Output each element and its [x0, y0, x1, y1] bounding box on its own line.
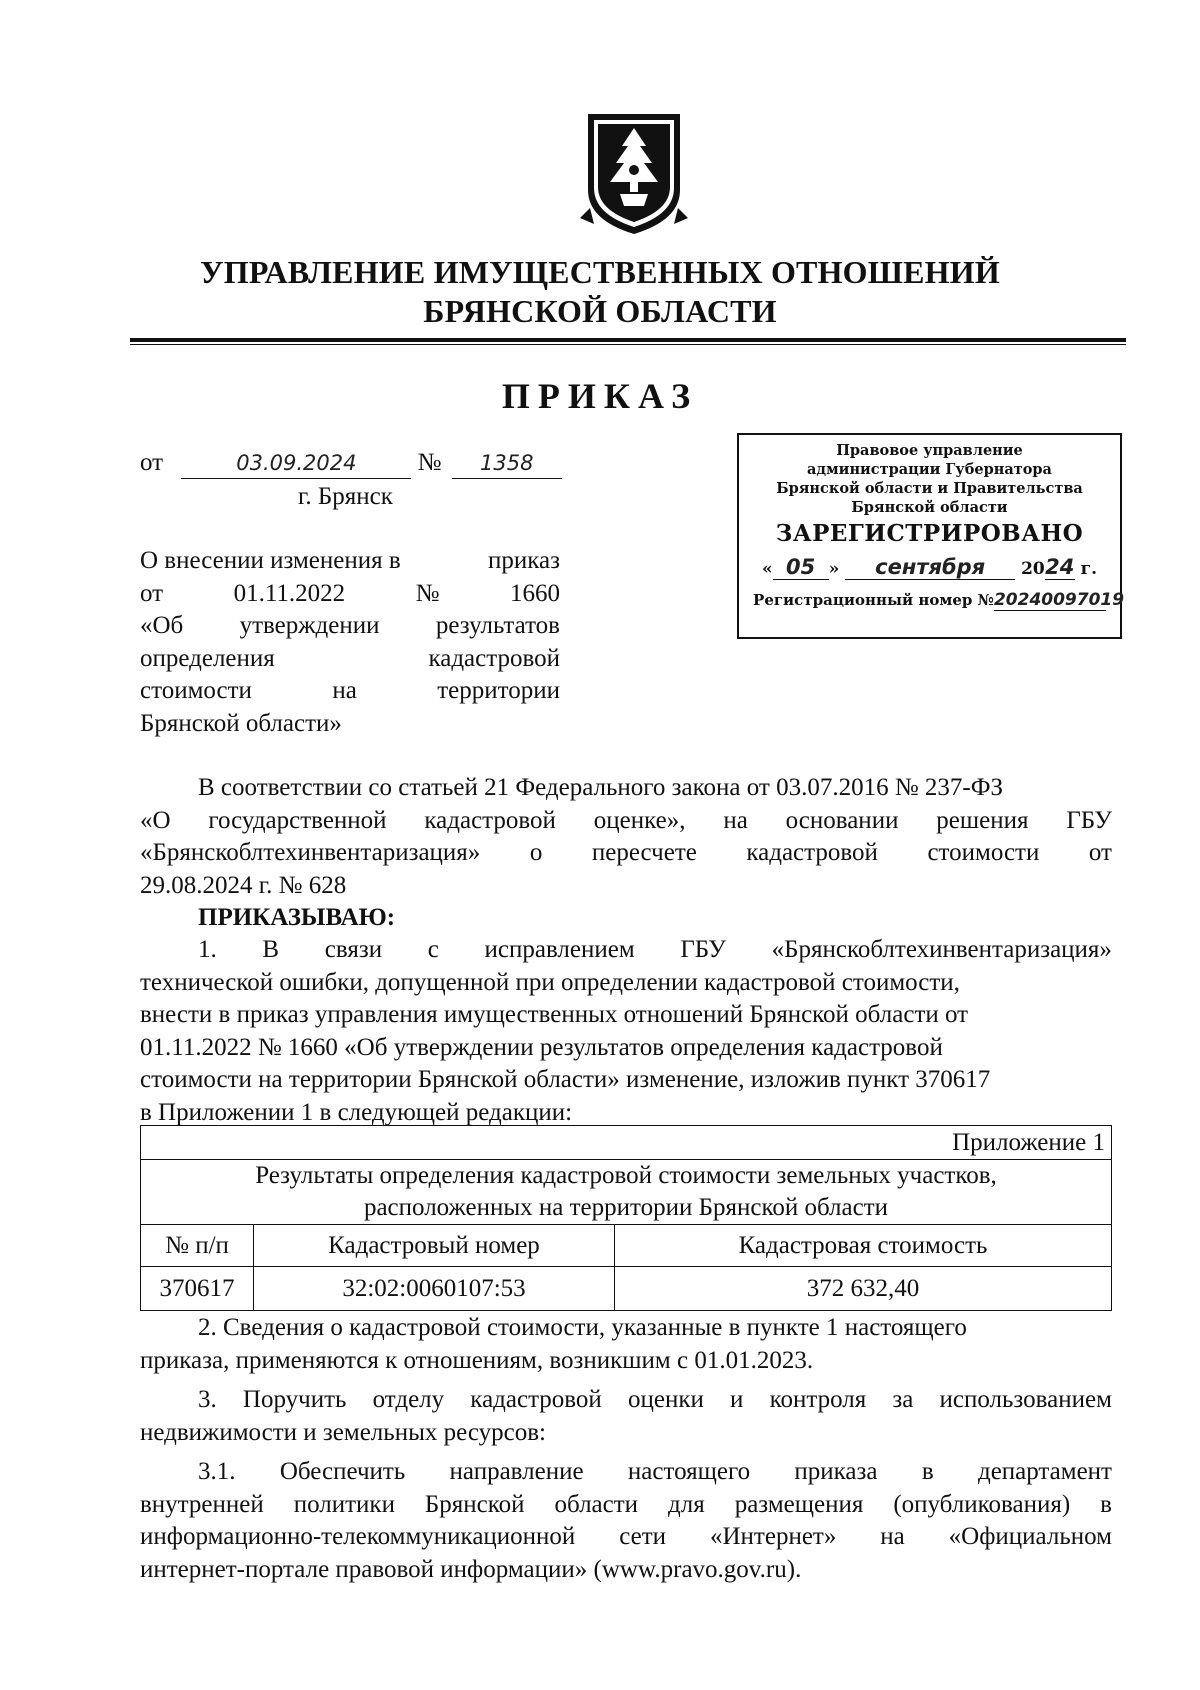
city: г. Брянск — [298, 483, 393, 510]
word: «Интернет» — [709, 1523, 837, 1550]
word: исправлением — [484, 936, 635, 963]
word: для — [668, 1490, 705, 1518]
word: кадастровой — [746, 839, 878, 866]
coat-of-arms-icon — [580, 108, 688, 238]
word: оценке», — [593, 806, 686, 834]
col-header-cadastral-value: Кадастровая стоимость — [615, 1225, 1112, 1267]
word: утверждении — [239, 612, 380, 639]
preamble-line — [140, 837, 1112, 870]
word: на — [880, 1523, 905, 1550]
stamp-year-label: г. — [1080, 559, 1098, 579]
stamp-reg-number: 20240097019 — [993, 590, 1125, 610]
word: 3.1. — [198, 1458, 236, 1485]
word: на — [332, 677, 357, 704]
word: определения — [140, 644, 275, 672]
preamble-line — [140, 805, 1112, 838]
stamp-reg-line — [739, 590, 1125, 611]
word: использованием — [939, 1386, 1112, 1413]
item-line: 01.11.2022 № 1660 «Об утверждении результатов определения кадастровой — [140, 1033, 943, 1061]
word: О внесении изменения в — [140, 547, 401, 574]
word: Поручить — [242, 1386, 347, 1413]
item-3-1 — [140, 1456, 1112, 1586]
word: с — [427, 936, 439, 963]
cell-cadastral-value: 372 632,40 — [615, 1267, 1112, 1311]
org-title-line2: БРЯНСКОЙ ОБЛАСТИ — [423, 293, 777, 329]
item-line: внести в приказ управления имущественных отношений Брянской области от — [140, 1001, 969, 1028]
word: кадастровой — [470, 1386, 602, 1413]
subject-line — [140, 545, 560, 578]
order-date: 03.09.2024 — [181, 448, 411, 479]
subject-line: Брянской области» — [140, 709, 342, 737]
word: размещения — [734, 1490, 864, 1518]
preamble-line: 29.08.2024 г. № 628 — [140, 871, 347, 899]
stamp-line1: Правовое управление — [836, 442, 1023, 459]
item-line: интернет-портале правовой информации» (www.pravo.gov.ru). — [140, 1555, 802, 1583]
subject-line — [140, 578, 560, 611]
appendix-table — [140, 1125, 1112, 1311]
word: В — [262, 936, 280, 963]
appendix-label: Приложение 1 — [141, 1126, 1112, 1160]
word: пересчете — [591, 839, 697, 866]
subject-line — [140, 675, 560, 708]
word: за — [892, 1386, 914, 1413]
word: сети — [619, 1523, 667, 1550]
word: результатов — [435, 612, 560, 639]
word: № — [415, 579, 440, 607]
word: «Брянскоблтехинвентаризация» — [771, 936, 1112, 963]
word: политики — [293, 1490, 395, 1518]
item-line: приказа, применяются к отношениям, возникшим с 01.01.2023. — [140, 1346, 814, 1374]
word: в — [1100, 1490, 1112, 1518]
word: оценки — [627, 1386, 704, 1413]
from-label: от — [140, 449, 164, 476]
word: 01.11.2022 — [233, 579, 346, 607]
stamp-year-suffix: 24 — [1045, 555, 1075, 579]
word: стоимости — [927, 839, 1040, 866]
word: «Брянскоблтехинвентаризация» — [140, 839, 481, 866]
word: ГБУ — [1066, 806, 1112, 834]
stamp-line2: администрации Губернатора — [807, 461, 1052, 478]
item-3 — [140, 1384, 1112, 1449]
registration-stamp — [737, 433, 1125, 639]
stamp-registered: ЗАРЕГИСТРИРОВАНО — [775, 520, 1084, 547]
stamp-month: сентября — [845, 555, 1015, 580]
order-subject — [140, 545, 560, 740]
table-row — [141, 1267, 1112, 1311]
word: приказ — [488, 547, 560, 574]
word: направление — [449, 1458, 584, 1485]
header-rule-thin — [130, 344, 1126, 345]
item-line — [140, 1384, 1112, 1417]
item-line: недвижимости и земельных ресурсов: — [140, 1418, 546, 1446]
word: решения — [936, 806, 1029, 834]
word: Обеспечить — [279, 1458, 406, 1485]
item-line — [140, 934, 1112, 967]
word: территории — [437, 677, 560, 704]
word: и — [730, 1386, 744, 1413]
stamp-line4: Брянской области — [851, 499, 1008, 516]
word: внутренней — [140, 1490, 264, 1518]
word: настоящего — [627, 1458, 751, 1485]
col-header-number: № п/п — [141, 1225, 254, 1267]
stamp-year-prefix: 20 — [1021, 559, 1045, 579]
order-number: 1358 — [452, 448, 562, 479]
item-line: стоимости на территории Брянской области» изменение, изложив пункт 370617 — [140, 1066, 991, 1093]
header-rule — [130, 338, 1126, 342]
stamp-reg-label: Регистрационный номер № — [753, 591, 994, 609]
word: контроля — [769, 1386, 867, 1413]
word: о — [529, 839, 543, 866]
item-2 — [140, 1312, 1112, 1377]
item-line: в Приложении 1 в следующей редакции: — [140, 1098, 573, 1126]
word: области — [554, 1490, 639, 1518]
preamble — [140, 772, 1112, 935]
word: департамент — [977, 1458, 1112, 1485]
word: в — [921, 1458, 934, 1485]
stamp-date-line: « 05 » сентября 2024 г. — [761, 555, 1098, 579]
word: приказа — [794, 1458, 878, 1485]
caption-line: Результаты определения кадастровой стоимости земельных участков, — [255, 1162, 997, 1189]
order-date-line — [140, 448, 562, 479]
cell-number: 370617 — [141, 1267, 254, 1311]
word: основании — [785, 806, 899, 834]
word: на — [723, 806, 748, 834]
preamble-line: В соответствии со статьей 21 Федерального закона от 03.07.2016 № 237-ФЗ — [198, 774, 1004, 801]
word: отделу — [372, 1386, 445, 1413]
word: ГБУ — [680, 936, 726, 963]
subject-line — [140, 643, 560, 676]
word: стоимости — [140, 677, 252, 704]
table-caption — [141, 1160, 1112, 1225]
word: информационно-телекоммуникационной — [140, 1523, 576, 1550]
stamp-line3: Брянской области и Правительства — [776, 480, 1083, 497]
word: «Об — [140, 612, 184, 639]
item-line — [140, 1456, 1112, 1489]
cell-cadastral-number: 32:02:0060107:53 — [254, 1267, 615, 1311]
word: 1660 — [510, 579, 560, 607]
word: государственной — [208, 806, 387, 834]
word: «Официальном — [948, 1523, 1112, 1550]
order-heading: ПРИКАЗЫВАЮ: — [198, 904, 396, 931]
number-label: № — [417, 449, 442, 476]
word: от — [1088, 839, 1112, 866]
item-line: технической ошибки, допущенной при определении кадастровой стоимости, — [140, 968, 960, 996]
col-header-cadastral-number: Кадастровый номер — [254, 1225, 615, 1267]
caption-line: расположенных на территории Брянской области — [363, 1194, 889, 1221]
subject-line — [140, 610, 560, 643]
word: кадастровой — [424, 806, 556, 834]
org-title-line1: УПРАВЛЕНИЕ ИМУЩЕСТВЕННЫХ ОТНОШЕНИЙ — [200, 254, 1000, 290]
item-line: 2. Сведения о кадастровой стоимости, указанные в пункте 1 настоящего — [198, 1314, 967, 1341]
item-1 — [140, 934, 1112, 1129]
document-type: ПРИКАЗ — [501, 376, 699, 416]
word: 1. — [198, 936, 217, 963]
word: связи — [324, 936, 383, 963]
item-line — [140, 1521, 1112, 1554]
stamp-day: 05 — [773, 555, 829, 580]
word: кадастровой — [428, 644, 560, 672]
word: «О — [140, 806, 171, 834]
item-line — [140, 1489, 1112, 1522]
word: (опубликования) — [893, 1490, 1071, 1518]
word: от — [140, 579, 164, 607]
word: 3. — [198, 1386, 217, 1413]
word: Брянской — [424, 1490, 525, 1518]
